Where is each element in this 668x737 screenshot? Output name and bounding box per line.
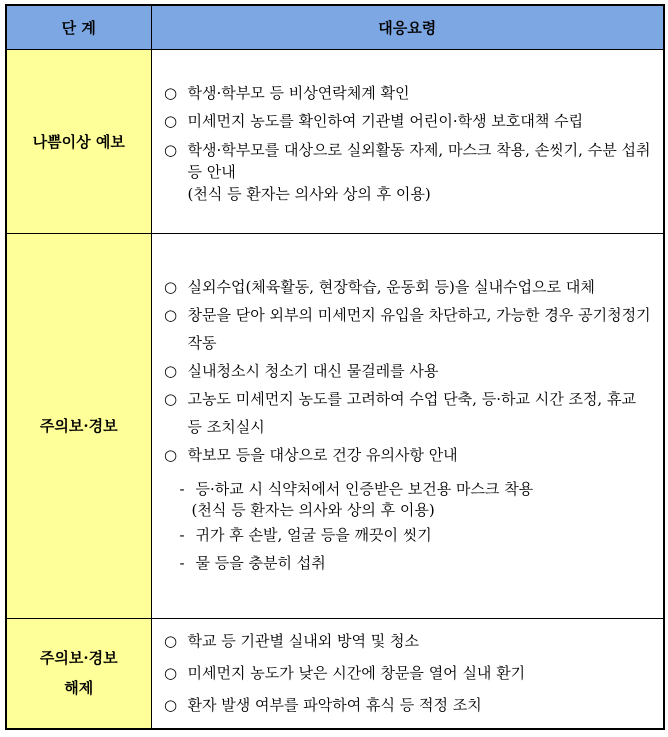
table-row	[6, 234, 664, 619]
item-text: 미세먼지 농도를 확인하여 기관별 어린이·학생 보호대책 수립	[187, 111, 584, 130]
dash-bullet-icon: -	[179, 526, 185, 544]
list-item	[162, 385, 656, 441]
item-text: 고농도 미세먼지 농도를 고려하여 수업 단축, 등·하교 시간 조정, 휴교 등 조치실시	[187, 390, 636, 436]
circle-bullet-icon: ○	[163, 83, 178, 102]
list-item	[162, 689, 656, 721]
item-text: 환자 발생 여부를 파악하여 휴식 등 적정 조치	[187, 696, 482, 715]
circle-bullet-icon: ○	[163, 696, 178, 715]
item-text: 창문을 닫아 외부의 미세먼지 유입을 차단하고, 가능한 경우 공기청정기 작동	[187, 306, 651, 352]
sub-item-text: 등·하교 시 식약처에서 인증받은 보건용 마스크 착용	[195, 480, 534, 498]
circle-bullet-icon: ○	[163, 390, 178, 408]
table-row	[6, 619, 664, 729]
sub-item-text: 귀가 후 손발, 얼굴 등을 깨끗이 씻기	[195, 526, 432, 544]
response-guide-table	[5, 4, 665, 730]
response-cell	[151, 234, 664, 619]
circle-bullet-icon: ○	[163, 632, 178, 651]
table-row	[6, 50, 664, 234]
header-stage: 단 계	[6, 5, 151, 50]
response-cell	[151, 50, 664, 234]
sub-item-text: 물 등을 충분히 섭취	[195, 554, 326, 572]
circle-bullet-icon: ○	[163, 278, 178, 296]
table-header-row	[6, 5, 664, 50]
item-note: (천식 등 환자는 의사와 상의 후 이용)	[187, 184, 431, 203]
item-text: 학보모 등을 대상으로 건강 유의사항 안내	[187, 446, 458, 464]
item-text: 미세먼지 농도가 낮은 시간에 창문을 열어 실내 환기	[187, 664, 526, 683]
stage-cell	[6, 619, 151, 729]
item-text: 학교 등 기관별 실내외 방역 및 청소	[187, 632, 419, 651]
stage-line: 주의보·경보	[39, 649, 118, 668]
circle-bullet-icon: ○	[163, 664, 178, 683]
circle-bullet-icon: ○	[163, 362, 178, 380]
sub-item-note: (천식 등 환자는 의사와 상의 후 이용)	[191, 501, 435, 519]
stage-line: 해제	[64, 679, 94, 698]
response-list	[152, 267, 664, 475]
item-text: 실내청소시 청소기 대신 물걸레를 사용	[187, 362, 439, 380]
stage-cell: 주의보·경보	[6, 234, 151, 619]
list-item	[162, 301, 656, 357]
response-cell	[151, 619, 664, 729]
dash-bullet-icon: -	[179, 554, 185, 572]
list-item	[162, 441, 656, 469]
list-item	[162, 139, 656, 205]
circle-bullet-icon: ○	[163, 446, 178, 464]
header-response: 대응요령	[151, 5, 664, 50]
dash-bullet-icon: -	[179, 480, 185, 498]
response-list	[152, 73, 664, 211]
item-text: 실외수업(체육활동, 현장학습, 운동회 등)을 실내수업으로 대체	[187, 278, 595, 296]
item-text: 학생·학부모 등 비상연락체계 확인	[187, 83, 410, 102]
item-text: 학생·학부모를 대상으로 실외활동 자제, 마스크 착용, 손씻기, 수분 섭취 등 안내	[187, 140, 651, 181]
list-item	[162, 625, 656, 657]
list-item	[162, 273, 656, 301]
response-list	[152, 619, 664, 727]
list-item	[162, 79, 656, 107]
sub-item	[162, 521, 656, 549]
circle-bullet-icon: ○	[163, 306, 178, 324]
list-item	[162, 357, 656, 385]
stage-cell: 나쁨이상 예보	[6, 50, 151, 234]
list-item	[162, 107, 656, 135]
sub-item	[162, 549, 656, 577]
list-item	[162, 657, 656, 689]
circle-bullet-icon: ○	[163, 140, 178, 159]
circle-bullet-icon: ○	[163, 111, 178, 130]
